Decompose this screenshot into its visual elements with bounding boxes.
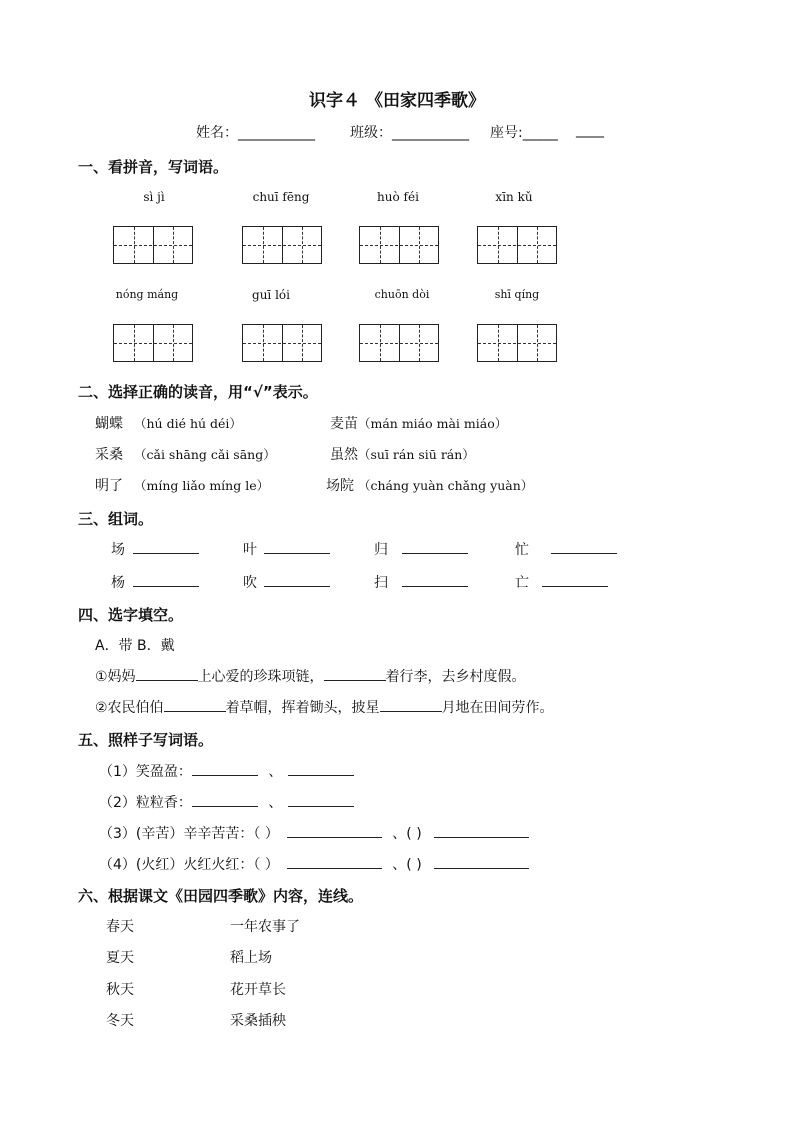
seat-field[interactable]: 座号:_____ (490, 125, 558, 141)
pinyin-label: sì jì (143, 190, 165, 204)
writing-grid[interactable] (359, 324, 439, 362)
answer-blank[interactable] (164, 697, 226, 712)
pinyin-label: chuōn dòi (374, 288, 430, 301)
writing-grid[interactable] (113, 226, 193, 264)
pinyin-choice[interactable]: （cháng yuàn chǎng yuàn） (358, 478, 534, 493)
answer-blank[interactable] (402, 539, 468, 554)
fill-sentence-1: ①妈妈 上心爱的珍珠项链， 着行李，去乡村度假。 (95, 666, 526, 686)
pattern-question: （4）(火红）火红火红：（ ） 、( ) (99, 854, 529, 874)
season-label[interactable]: 夏天 (106, 950, 134, 966)
match-label[interactable]: 花开草长 (230, 982, 286, 998)
answer-blank[interactable] (287, 823, 382, 838)
pinyin-label: xīn kǔ (495, 190, 533, 204)
pinyin-choice[interactable]: （cǎi shāng cǎi sāng） (134, 447, 276, 462)
season-label[interactable]: 秋天 (106, 982, 134, 998)
char-label: 杨 (111, 575, 125, 591)
answer-blank[interactable] (136, 666, 198, 681)
match-label[interactable]: 一年农事了 (230, 919, 300, 935)
writing-grid[interactable] (359, 226, 439, 264)
word-label: 蝴蝶 (95, 416, 123, 432)
char-label: 叶 (243, 542, 257, 558)
answer-blank[interactable] (192, 761, 258, 776)
name-field[interactable]: 姓名：___________ (196, 125, 315, 141)
word-label: 明了 (95, 478, 123, 494)
match-label[interactable]: 采桑插秧 (230, 1013, 286, 1029)
pinyin-choice[interactable]: （hú dié hú déi） (134, 416, 242, 431)
pinyin-label: huò féi (377, 190, 419, 204)
answer-blank[interactable] (264, 572, 330, 587)
pinyin-label: nóng máng (115, 288, 179, 301)
pattern-question: （3）(辛苦）辛辛苦苦：（ ） 、( ) (99, 823, 529, 843)
season-label[interactable]: 春天 (106, 919, 134, 935)
char-label: 亡 (515, 575, 529, 591)
char-label: 扫 (374, 575, 388, 591)
char-label: 忙 (515, 542, 529, 558)
pinyin-label: shī qíng (494, 288, 540, 301)
writing-grid[interactable] (477, 226, 557, 264)
pinyin-label: chuī fēng (252, 190, 310, 204)
fill-sentence-2: ②农民伯伯 着草帽，挥着锄头，披星 月地在田间劳作。 (95, 697, 554, 717)
writing-grid[interactable] (242, 324, 322, 362)
answer-blank[interactable] (264, 539, 330, 554)
section-5-heading: 五、照样子写词语。 (78, 731, 214, 749)
answer-blank[interactable] (287, 854, 382, 869)
answer-blank[interactable] (324, 666, 386, 681)
word-label: 场院 (326, 478, 354, 494)
answer-blank[interactable] (288, 761, 354, 776)
answer-blank[interactable] (288, 792, 354, 807)
word-label: 麦苗 (330, 416, 358, 432)
char-label: 归 (374, 542, 388, 558)
char-label: 吹 (243, 575, 257, 591)
section-1-heading: 一、看拼音，写词语。 (78, 158, 229, 176)
pinyin-choice[interactable]: （suī rán siū rán） (358, 447, 475, 462)
writing-grid[interactable] (242, 226, 322, 264)
pinyin-label: guī lói (252, 288, 290, 302)
answer-blank[interactable] (133, 539, 199, 554)
season-label[interactable]: 冬天 (106, 1013, 134, 1029)
pattern-question: （1）笑盈盈： 、 (99, 761, 354, 781)
section-4-heading: 四、选字填空。 (78, 606, 184, 624)
pinyin-choice[interactable]: （míng liǎo míng le） (134, 478, 270, 493)
class-field[interactable]: 班级：___________ (350, 125, 469, 141)
section-3-heading: 三、组词。 (78, 510, 154, 528)
answer-blank[interactable] (380, 697, 442, 712)
match-label[interactable]: 稻上场 (230, 950, 272, 966)
writing-grid[interactable] (113, 324, 193, 362)
answer-blank[interactable] (551, 539, 617, 554)
choice-options: A．带 B．戴 (95, 638, 175, 654)
answer-blank[interactable] (542, 572, 608, 587)
pinyin-choice[interactable]: （mán miáo mài miáo） (358, 416, 508, 431)
answer-blank[interactable] (192, 792, 258, 807)
word-label: 采桑 (95, 447, 123, 463)
char-label: 场 (111, 542, 125, 558)
page-title: 识字４ 《田家四季歌》 (309, 91, 485, 111)
seat-field-tail: ____ (576, 122, 604, 138)
answer-blank[interactable] (402, 572, 468, 587)
pattern-question: （2）粒粒香： 、 (99, 792, 354, 812)
section-6-heading: 六、根据课文《田园四季歌》内容，连线。 (78, 887, 364, 905)
writing-grid[interactable] (477, 324, 557, 362)
answer-blank[interactable] (434, 854, 529, 869)
answer-blank[interactable] (133, 572, 199, 587)
word-label: 虽然 (330, 447, 358, 463)
section-2-heading: 二、选择正确的读音，用“√”表示。 (78, 383, 318, 401)
answer-blank[interactable] (434, 823, 529, 838)
